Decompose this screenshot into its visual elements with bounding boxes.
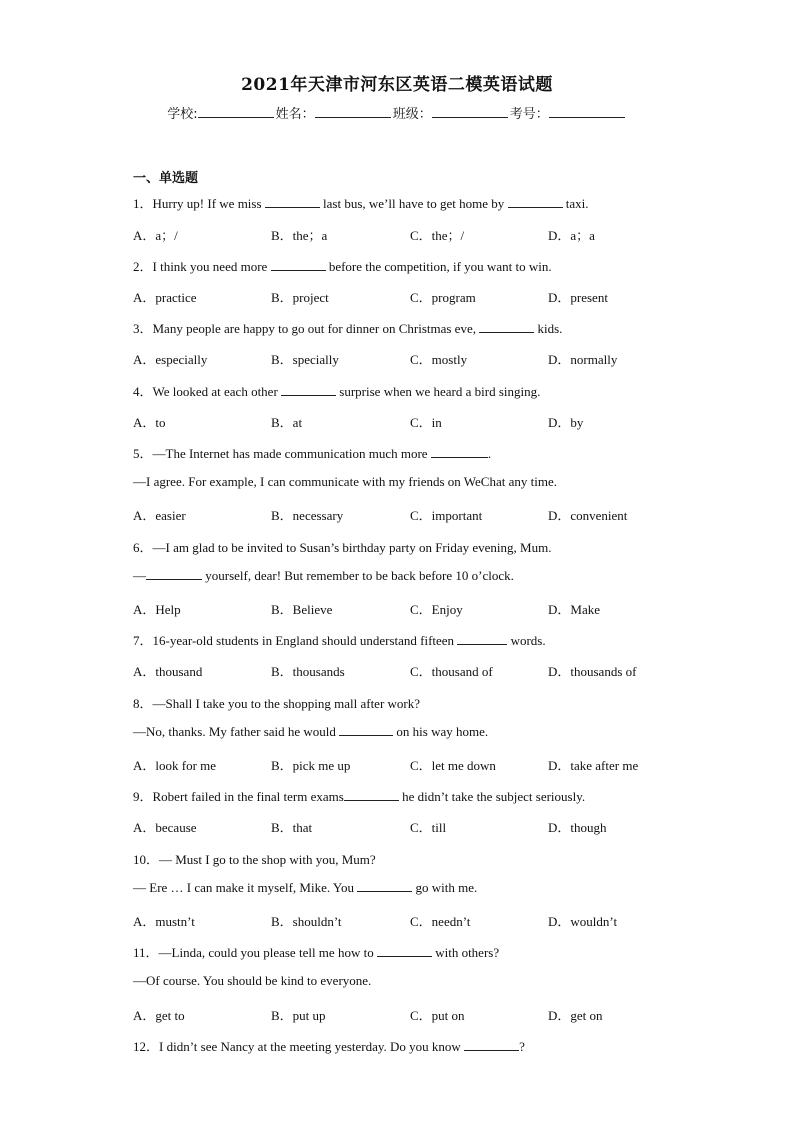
option-a: A．Help	[133, 602, 181, 617]
answer-blank	[464, 1039, 519, 1051]
option-c: C．needn’t	[410, 914, 471, 929]
exam-no-label: 考号：	[509, 107, 549, 122]
option-a: A．thousand	[133, 664, 203, 679]
question-text: 6．—I am glad to be invited to Susan’s birthday party on Friday evening, Mum.	[133, 540, 552, 555]
option-a: A．a；/	[133, 228, 178, 243]
question-text: last bus, we’ll have to get home by	[319, 196, 508, 211]
section-title: 一、单选题	[133, 171, 199, 186]
question-12	[133, 1036, 525, 1055]
question-text: with others?	[431, 945, 500, 960]
answer-blank	[265, 196, 320, 208]
option-a: A．mustn’t	[133, 914, 195, 929]
question-8	[133, 693, 420, 712]
option-d: D．though	[548, 820, 607, 835]
option-b: B．at	[271, 415, 303, 430]
question-6	[133, 537, 551, 556]
option-b: B．project	[271, 290, 329, 305]
answer-blank	[281, 384, 336, 396]
option-c: C．Enjoy	[410, 602, 463, 617]
question-2	[133, 256, 552, 275]
option-b: B．necessary	[271, 508, 344, 523]
question-7	[133, 630, 546, 649]
question-text: 8．—Shall I take you to the shopping mall after work?	[133, 696, 421, 711]
option-b: B．put up	[271, 1008, 326, 1023]
option-a: A．to	[133, 415, 166, 430]
question-9	[133, 786, 585, 805]
question-text: kids.	[534, 321, 563, 336]
class-label: 班级：	[392, 107, 432, 122]
answer-blank	[339, 724, 393, 736]
option-b: B．that	[271, 820, 313, 835]
option-d: D．convenient	[548, 508, 628, 523]
option-d: D．a；a	[548, 228, 595, 243]
school-blank[interactable]	[198, 105, 274, 118]
option-b: B．the；a	[271, 228, 328, 243]
option-a: A．get to	[133, 1008, 185, 1023]
option-d: D．present	[548, 290, 608, 305]
option-a: A．easier	[133, 508, 186, 523]
name-label: 姓名：	[275, 107, 315, 122]
dialogue-line: —Of course. You should be kind to everyone.	[133, 973, 372, 988]
question-text: ?	[519, 1039, 525, 1054]
option-c: C．important	[410, 508, 483, 523]
question-10	[133, 849, 376, 868]
question-text: 5．—The Internet has made communication much more	[133, 446, 431, 461]
question-text: taxi.	[562, 196, 589, 211]
option-b: B．thousands	[271, 664, 345, 679]
option-a: A．because	[133, 820, 197, 835]
question-text: on his way home.	[393, 724, 489, 739]
option-d: D．thousands of	[548, 664, 637, 679]
option-d: D．get on	[548, 1008, 603, 1023]
answer-blank	[457, 633, 507, 645]
question-text: before the competition, if you want to win.	[325, 259, 552, 274]
school-label: 学校:	[167, 107, 198, 122]
question-text: 7．16-year-old students in England should understand fifteen	[133, 633, 458, 648]
option-c: C．program	[410, 290, 476, 305]
answer-blank	[146, 568, 202, 580]
option-b: B．Believe	[271, 602, 333, 617]
answer-blank	[271, 259, 326, 271]
question-text: 10．— Must I go to the shop with you, Mum?	[133, 852, 376, 867]
question-text: — Ere … I can make it myself, Mike. You	[133, 880, 358, 895]
question-text: 2．I think you need more	[133, 259, 271, 274]
answer-blank	[344, 789, 399, 801]
answer-blank	[357, 880, 412, 892]
question-11	[133, 942, 499, 961]
option-c: C．the；/	[410, 228, 465, 243]
question-text: —	[133, 568, 146, 583]
question-text: he didn’t take the subject seriously.	[398, 789, 586, 804]
option-c: C．put on	[410, 1008, 465, 1023]
dialogue-line	[133, 568, 514, 584]
question-text: —No, thanks. My father said he would	[133, 724, 340, 739]
question-5	[133, 443, 491, 462]
question-3	[133, 318, 562, 337]
option-d: D．Make	[548, 602, 600, 617]
answer-blank	[377, 945, 432, 957]
option-c: C．thousand of	[410, 664, 493, 679]
option-c: C．in	[410, 415, 442, 430]
question-text: 11．—Linda, could you please tell me how to	[133, 945, 377, 960]
dialogue-line	[133, 880, 477, 896]
question-text: surprise when we heard a bird singing.	[336, 384, 541, 399]
question-text: yourself, dear! But remember to be back before 10 o’clock.	[202, 568, 514, 583]
question-text: 4．We looked at each other	[133, 384, 282, 399]
question-text: .	[487, 446, 492, 461]
class-blank[interactable]	[432, 105, 508, 118]
option-b: B．shouldn’t	[271, 914, 342, 929]
question-text: 3．Many people are happy to go out for dinner on Christmas eve,	[133, 321, 480, 336]
student-info-line	[0, 103, 794, 122]
exam-title: 2021年天津市河东区英语二模英语试题	[241, 75, 553, 95]
option-d: D．take after me	[548, 758, 639, 773]
option-a: A．practice	[133, 290, 197, 305]
option-d: D．normally	[548, 352, 618, 367]
option-a: A．especially	[133, 352, 208, 367]
option-d: D．wouldn’t	[548, 914, 618, 929]
answer-blank	[431, 446, 488, 458]
name-blank[interactable]	[315, 105, 391, 118]
option-b: B．pick me up	[271, 758, 351, 773]
option-a: A．look for me	[133, 758, 217, 773]
option-c: C．let me down	[410, 758, 496, 773]
dialogue-line: —I agree. For example, I can communicate with my friends on WeChat any time.	[133, 474, 557, 489]
option-d: D．by	[548, 415, 584, 430]
question-4	[133, 381, 540, 400]
question-text: go with me.	[412, 880, 478, 895]
question-text: 12．I didn’t see Nancy at the meeting yesterday. Do you know	[133, 1039, 465, 1054]
question-1	[133, 193, 589, 212]
exam-no-blank[interactable]	[549, 105, 625, 118]
option-c: C．till	[410, 820, 447, 835]
option-b: B．specially	[271, 352, 339, 367]
question-text: words.	[507, 633, 546, 648]
answer-blank	[508, 196, 563, 208]
question-text: 9．Robert failed in the final term exams	[133, 789, 344, 804]
question-text: 1．Hurry up! If we miss	[133, 196, 265, 211]
answer-blank	[479, 321, 534, 333]
dialogue-line	[133, 724, 488, 740]
option-c: C．mostly	[410, 352, 468, 367]
